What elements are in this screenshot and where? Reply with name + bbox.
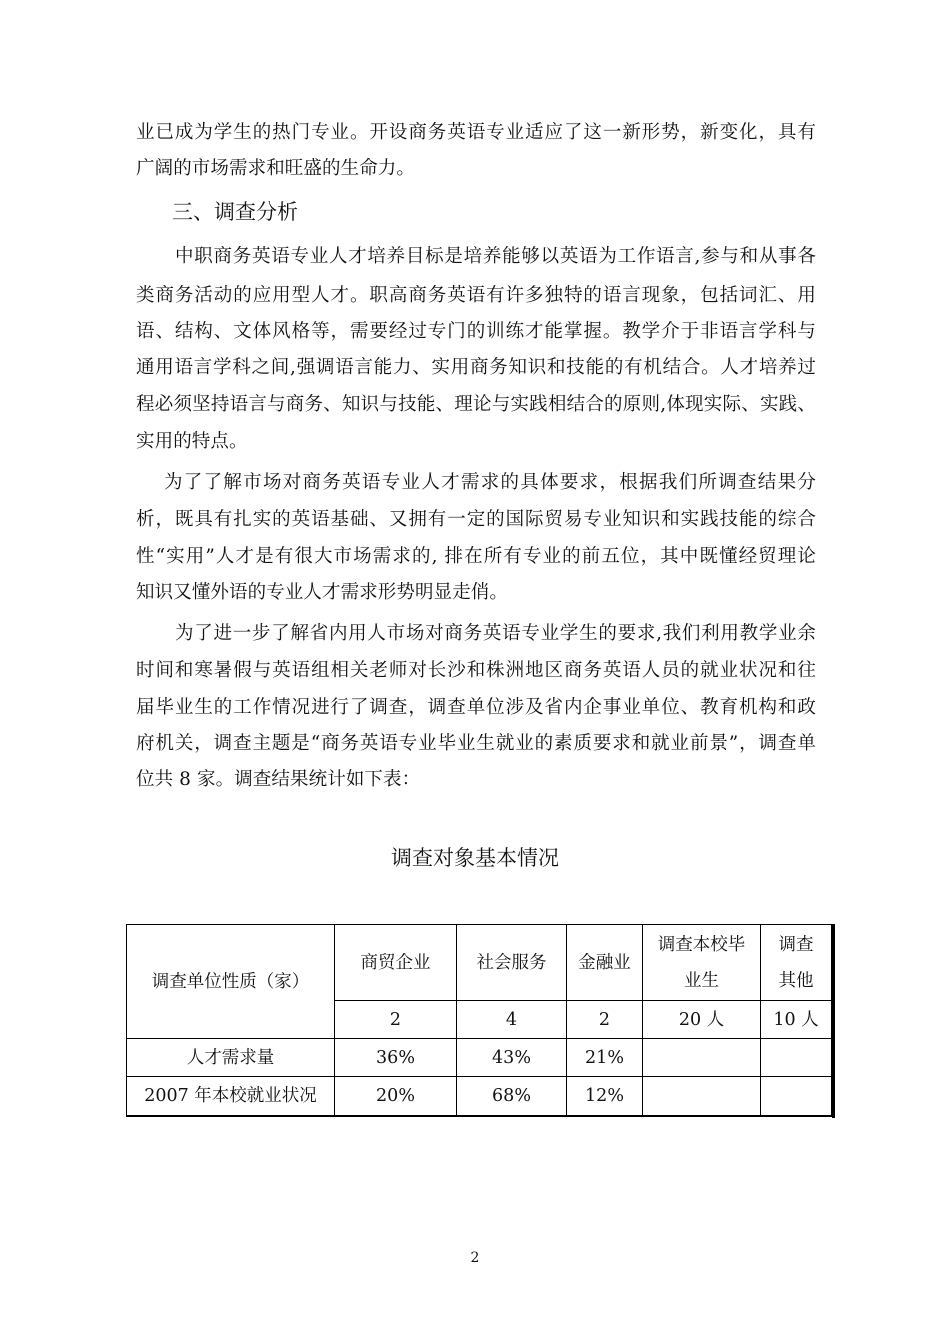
value-cell	[761, 1039, 832, 1077]
table-right-border	[832, 924, 835, 1118]
paragraph-line: 时间和寒暑假与英语组相关老师对长沙和株洲地区商务英语人员的就业状况和往	[136, 660, 816, 681]
row-header-cell: 调查单位性质（家）	[127, 925, 335, 1039]
value-cell: 21%	[567, 1039, 643, 1077]
column-header-cell: 商贸企业	[335, 925, 457, 1001]
value-cell: 43%	[457, 1039, 567, 1077]
paragraph-line: 性“实用”人才是有很大市场需求的, 排在所有专业的前五位，其中既懂经贸理论	[136, 546, 816, 567]
paragraph-line: 知识又懂外语的专业人才需求形势明显走俏。	[136, 582, 509, 603]
column-header-line: 业生	[684, 970, 719, 991]
page-number: 2	[470, 1250, 480, 1266]
table-row	[127, 1077, 832, 1116]
count-cell: 2	[335, 1001, 457, 1039]
row-label-cell: 2007 年本校就业状况	[127, 1077, 335, 1116]
value-cell: 68%	[457, 1077, 567, 1116]
table-row	[127, 1039, 832, 1077]
column-header-cell: 社会服务	[457, 925, 567, 1001]
value-cell: 20%	[335, 1077, 457, 1116]
paragraph-line: 为了进一步了解省内用人市场对商务英语专业学生的要求,我们利用教学业余	[175, 623, 816, 644]
column-header-line: 调查	[778, 934, 814, 955]
column-header-cell	[761, 925, 832, 1001]
paragraph-line: 通用语言学科之间,强调语言能力、实用商务知识和技能的有机结合。人才培养过	[136, 357, 816, 378]
section-heading: 三、调查分析	[172, 200, 298, 224]
value-cell	[643, 1039, 761, 1077]
table-header-row	[127, 925, 832, 1001]
count-cell: 20 人	[643, 1001, 761, 1039]
paragraph-line: 语、结构、文体风格等，需要经过专门的训练才能掌握。教学介于非语言学科与	[136, 321, 816, 342]
column-header-line: 其他	[778, 970, 814, 991]
paragraph-line: 府机关，调查主题是“商务英语专业毕业生就业的素质要求和就业前景”，调查单	[136, 733, 816, 754]
paragraph-line: 中职商务英语专业人才培养目标是培养能够以英语为工作语言,参与和从事各	[175, 246, 816, 267]
count-cell: 10 人	[761, 1001, 832, 1039]
value-cell: 12%	[567, 1077, 643, 1116]
value-cell: 36%	[335, 1039, 457, 1077]
value-cell	[643, 1077, 761, 1116]
paragraph-line: 届毕业生的工作情况进行了调查，调查单位涉及省内企事业单位、教育机构和政	[136, 697, 816, 718]
paragraph-line: 广阔的市场需求和旺盛的生命力。	[136, 158, 416, 179]
column-header-line: 调查本校毕	[657, 934, 746, 955]
table-bottom-border	[126, 1115, 835, 1117]
value-cell	[761, 1077, 832, 1116]
row-label-cell: 人才需求量	[127, 1039, 335, 1077]
paragraph-line: 位共 8 家。调查结果统计如下表：	[136, 769, 421, 790]
paragraph-line: 为了了解市场对商务英语专业人才需求的具体要求，根据我们所调查结果分	[164, 472, 816, 493]
count-cell: 4	[457, 1001, 567, 1039]
column-header-cell: 金融业	[567, 925, 643, 1001]
paragraph-line: 实用的特点。	[136, 431, 248, 452]
table-title: 调查对象基本情况	[391, 846, 559, 870]
paragraph-line: 析，既具有扎实的英语基础、又拥有一定的国际贸易专业知识和实践技能的综合	[136, 509, 816, 530]
count-cell: 2	[567, 1001, 643, 1039]
paragraph-line: 业已成为学生的热门专业。开设商务英语专业适应了这一新形势，新变化，具有	[136, 122, 816, 143]
survey-table	[126, 924, 832, 1116]
paragraph-line: 程必须坚持语言与商务、知识与技能、理论与实践相结合的原则,体现实际、实践、	[136, 394, 816, 415]
column-header-cell	[643, 925, 761, 1001]
paragraph-line: 类商务活动的应用型人才。职高商务英语有许多独特的语言现象，包括词汇、用	[136, 285, 816, 306]
